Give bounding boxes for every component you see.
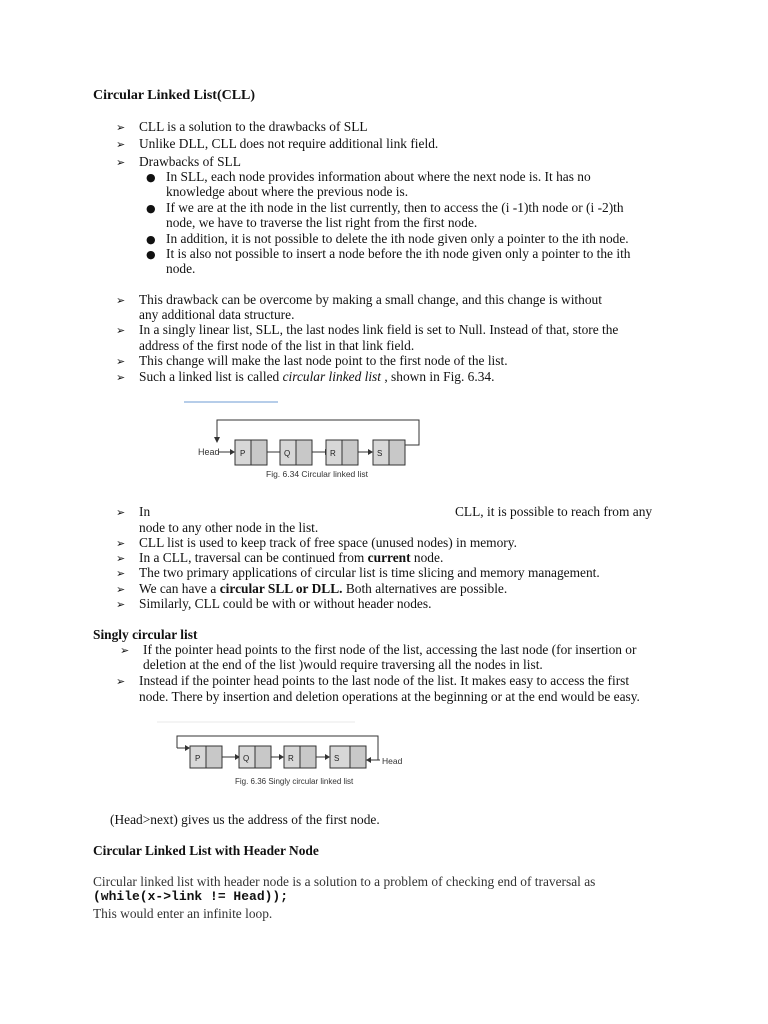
list-item: In SLL, each node provides information about where the next node is. It has no — [166, 169, 591, 184]
figure-caption: Fig. 6.36 Singly circular linked list — [235, 777, 354, 786]
list-item-cont: knowledge about where the previous node is. — [166, 184, 409, 199]
dot-bullet-icon: ● — [146, 202, 156, 215]
node-label: Q — [243, 754, 250, 763]
figure-caption: Fig. 6.34 Circular linked list — [266, 469, 369, 479]
list-item-cont: node to any other node in the list. — [139, 520, 319, 535]
list-item: CLL list is used to keep track of free space (unused nodes) in memory. — [139, 535, 517, 550]
dot-bullet-icon: ● — [146, 171, 156, 184]
traversal-pre: In a CLL, traversal can be continued from — [139, 550, 368, 565]
paragraph: This would enter an infinite loop. — [93, 906, 273, 921]
list-item: In a singly linear list, SLL, the last nodes link field is set to Null. Instead of that, store the — [139, 322, 619, 337]
section-heading: Circular Linked List with Header Node — [93, 843, 319, 858]
list-item-cont: address of the first node of the list in that link field. — [139, 338, 415, 353]
arrowhead — [368, 449, 373, 455]
page-title: Circular Linked List(CLL) — [93, 88, 256, 103]
arrow-bullet-icon: ➢ — [116, 598, 126, 611]
arrow-bullet-icon: ➢ — [116, 552, 126, 565]
arrow-bullet-icon: ➢ — [116, 138, 126, 151]
node-label: S — [334, 754, 340, 763]
list-item: This drawback can be overcome by making a small change, and this change is without — [139, 292, 602, 307]
arrowhead — [214, 437, 220, 443]
called-post: , shown in Fig. 6.34. — [381, 369, 495, 384]
node-r — [284, 746, 316, 768]
arrow-bullet-icon: ➢ — [116, 294, 126, 307]
arrow-bullet-icon: ➢ — [116, 355, 126, 368]
list-item: If the pointer head points to the first node of the list, accessing the last node (for insertion or — [143, 642, 637, 657]
node-r — [326, 440, 358, 465]
have-post: Both alternatives are possible. — [342, 581, 508, 596]
node-s — [373, 440, 405, 465]
list-item: In addition, it is not possible to delete the ith node given only a pointer to the ith node. — [166, 231, 629, 246]
head-label: Head — [198, 447, 220, 457]
node-p — [190, 746, 222, 768]
arrow-bullet-icon: ➢ — [116, 583, 126, 596]
arrow-bullet-icon: ➢ — [120, 644, 130, 657]
section-heading: Singly circular list — [93, 627, 198, 642]
arrowhead — [325, 754, 330, 760]
reach-right: CLL, it is possible to reach from any — [455, 504, 653, 519]
have-bold: circular SLL or DLL. — [219, 581, 343, 596]
arrowhead — [230, 449, 235, 455]
head-label: Head — [382, 756, 403, 766]
list-item-cont: node, we have to traverse the list right from the first node. — [166, 215, 478, 230]
traversal-bold: current — [367, 550, 411, 565]
code-snippet: (while(x->link != Head)); — [93, 889, 289, 904]
node-p — [235, 440, 267, 465]
list-item: Unlike DLL, CLL does not require additional link field. — [139, 136, 439, 151]
head-next-text: (Head>next) gives us the address of the first node. — [110, 812, 380, 827]
list-item — [139, 369, 494, 385]
list-item: It is also not possible to insert a node before the ith node given only a pointer to the ith — [166, 246, 631, 261]
list-item — [139, 550, 443, 566]
traversal-post: node. — [410, 550, 444, 565]
dot-bullet-icon: ● — [146, 248, 156, 261]
list-item: CLL is a solution to the drawbacks of SLL — [139, 119, 368, 134]
node-q — [280, 440, 312, 465]
singly-circular-list-figure — [155, 715, 415, 795]
list-item: If we are at the ith node in the list currently, then to access the (i -1)th node or (i -2)th — [166, 200, 624, 215]
arrow-bullet-icon: ➢ — [116, 121, 126, 134]
arrowhead — [185, 745, 190, 751]
node-q — [239, 746, 271, 768]
list-item-cont: node. — [166, 261, 196, 276]
list-item-cont: any additional data structure. — [139, 307, 295, 322]
node-label: S — [377, 449, 383, 458]
list-item — [139, 581, 507, 597]
list-item: This change will make the last node point to the first node of the list. — [139, 353, 508, 368]
list-item: Drawbacks of SLL — [139, 154, 241, 169]
list-item: Instead if the pointer head points to the last node of the list. It makes easy to access the first — [139, 673, 630, 688]
arrow-bullet-icon: ➢ — [116, 156, 126, 169]
node-label: R — [330, 449, 336, 458]
arrowhead — [366, 757, 371, 763]
arrowhead — [279, 754, 284, 760]
arrow-bullet-icon: ➢ — [116, 537, 126, 550]
arrow-bullet-icon: ➢ — [116, 567, 126, 580]
node-label: P — [240, 449, 246, 458]
list-item: The two primary applications of circular list is time slicing and memory management. — [139, 565, 600, 580]
node-label: Q — [284, 449, 291, 458]
arrow-bullet-icon: ➢ — [116, 675, 126, 688]
circular-linked-list-figure — [180, 395, 440, 495]
node-label: P — [195, 754, 201, 763]
node-label: R — [288, 754, 294, 763]
dot-bullet-icon: ● — [146, 233, 156, 246]
called-pre: Such a linked list is called — [139, 369, 283, 384]
node-s — [330, 746, 366, 768]
list-item-cont: deletion at the end of the list )would require traversing all the nodes in list. — [143, 657, 543, 672]
arrow-bullet-icon: ➢ — [116, 324, 126, 337]
have-pre: We can have a — [139, 581, 220, 596]
arrow-bullet-icon: ➢ — [116, 371, 126, 384]
arrow-bullet-icon: ➢ — [116, 506, 126, 519]
reach-left: In — [139, 504, 151, 519]
called-italic: circular linked list — [282, 369, 381, 384]
list-item: Similarly, CLL could be with or without header nodes. — [139, 596, 432, 611]
paragraph: Circular linked list with header node is a solution to a problem of checking end of traversal as — [93, 874, 596, 889]
list-item-cont: node. There by insertion and deletion operations at the beginning or at the end would be easy. — [139, 689, 640, 704]
